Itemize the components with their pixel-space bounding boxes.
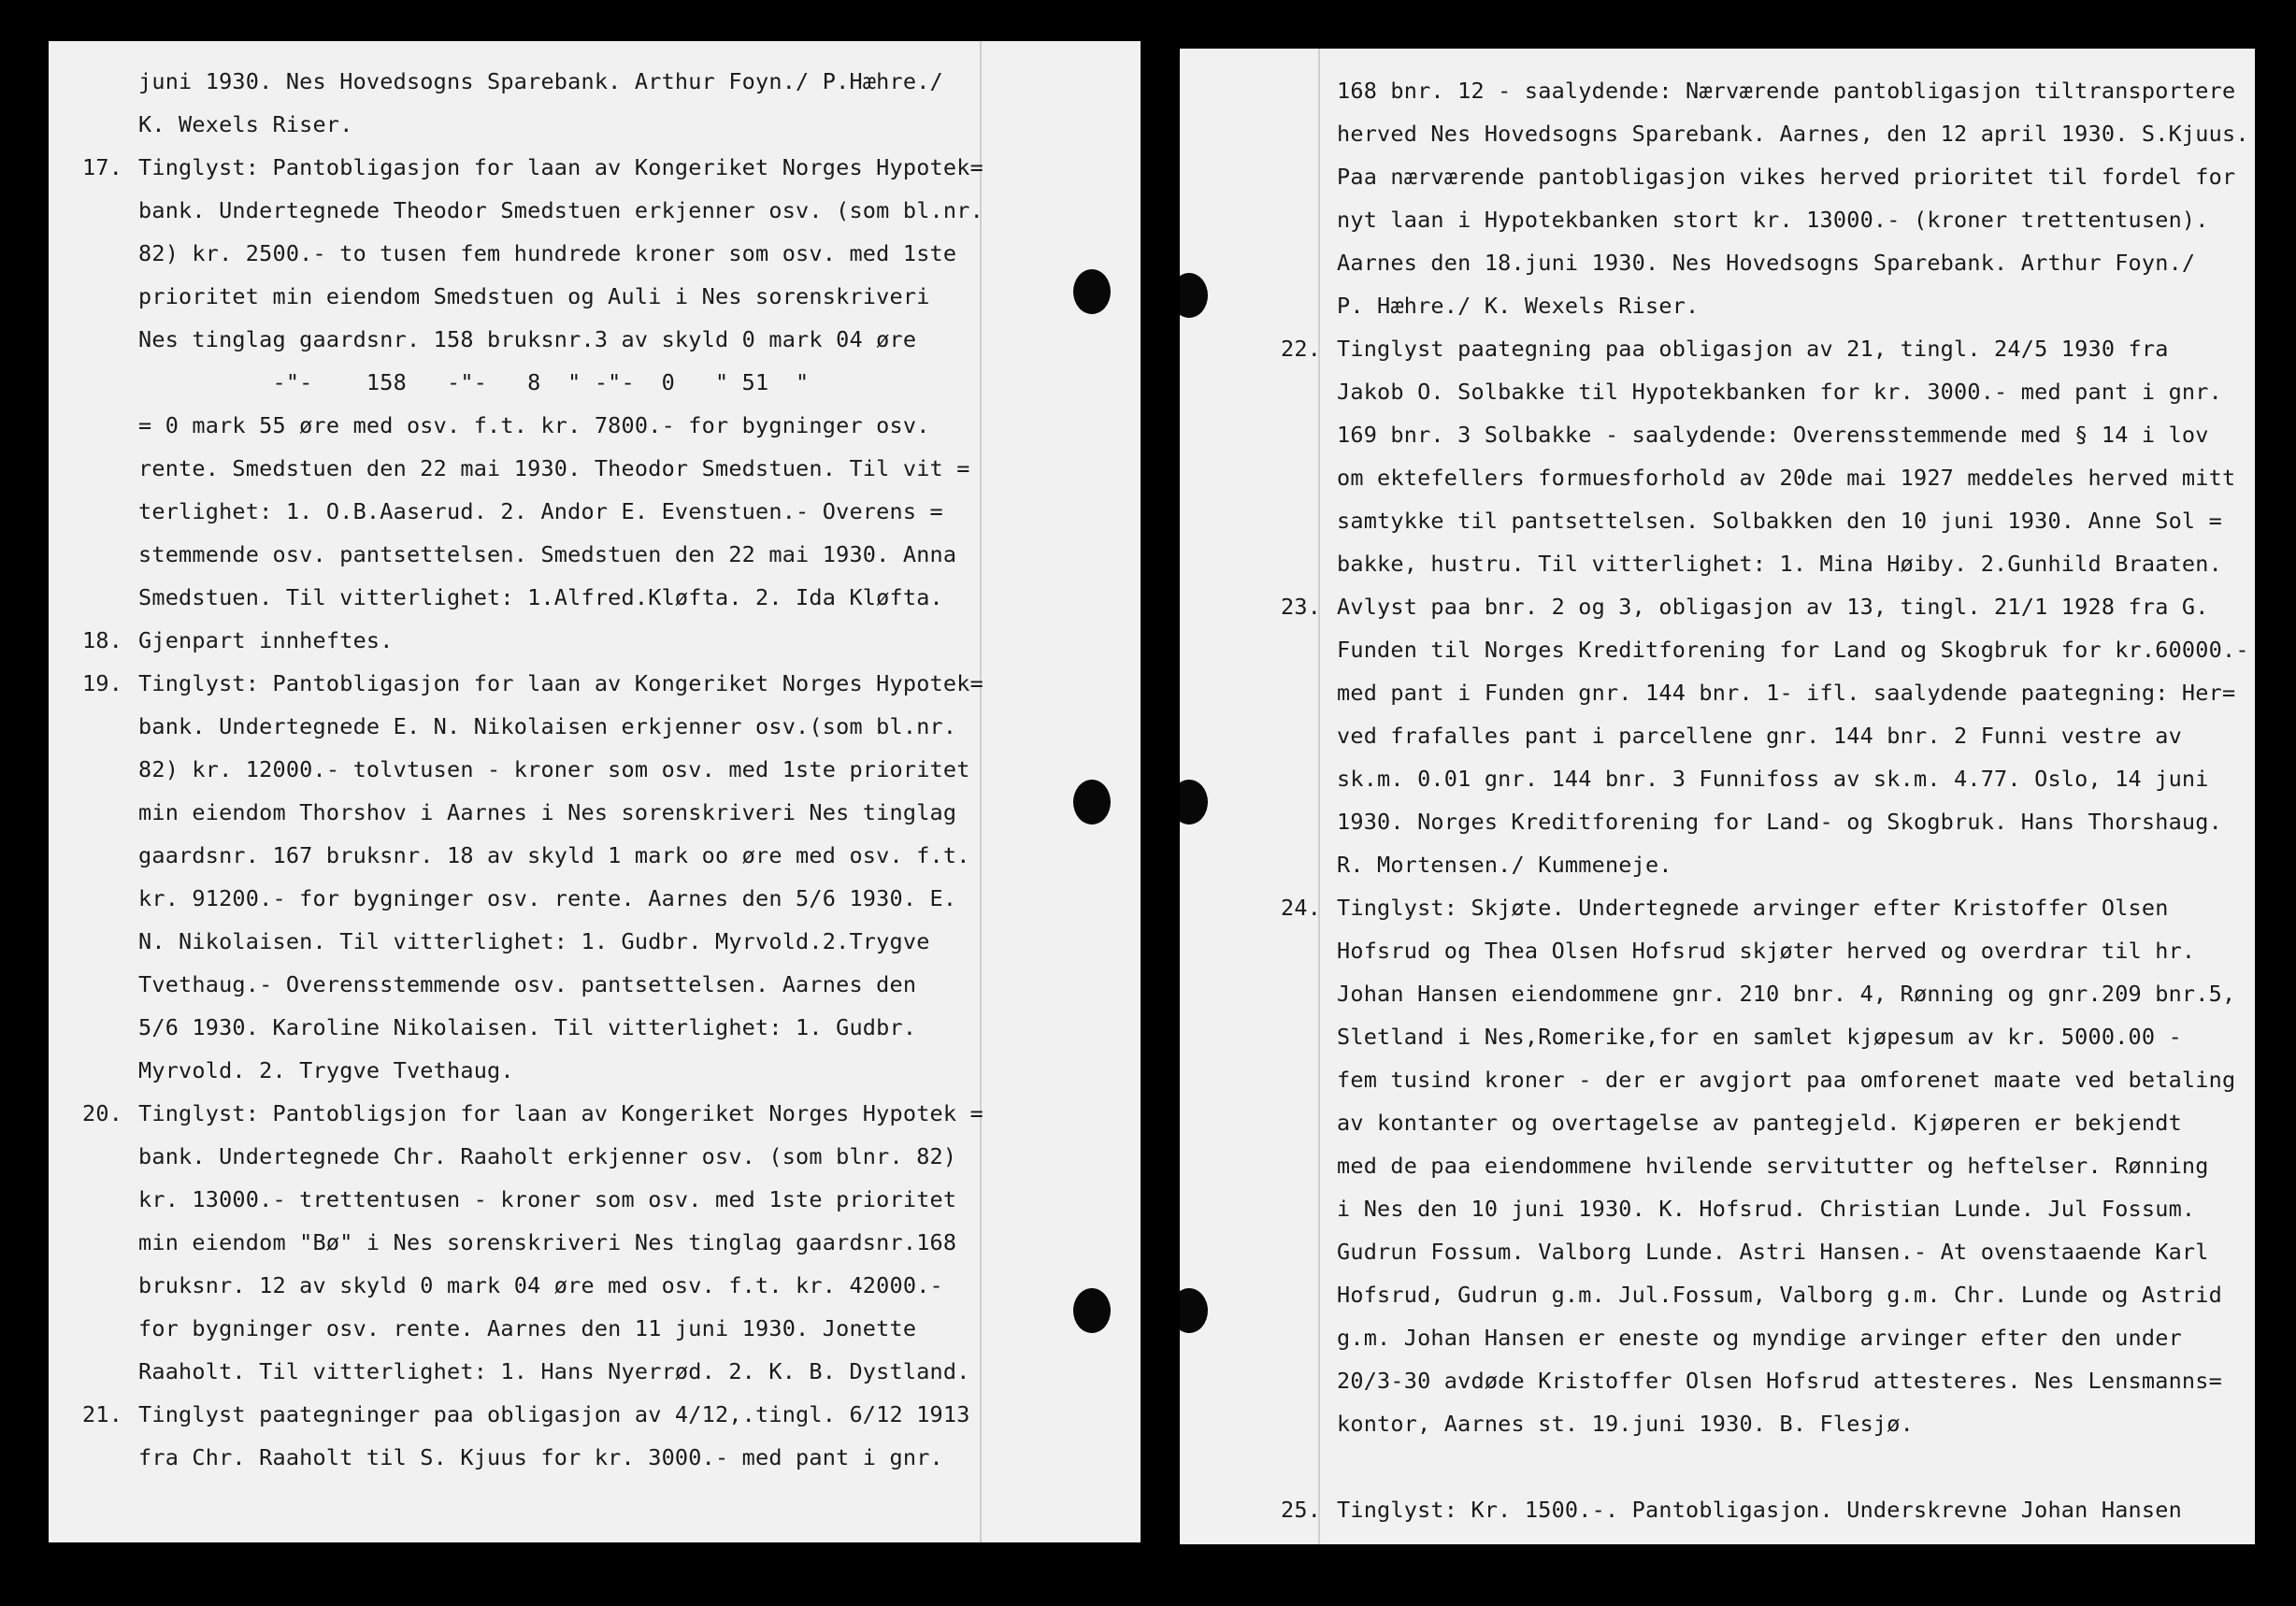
line-text: Gjenpart innheftes.	[138, 627, 394, 653]
text-line	[1337, 714, 2249, 757]
text-line	[1337, 1359, 2249, 1402]
text-line	[82, 1393, 983, 1436]
margin-line	[1318, 49, 1320, 1544]
text-line	[1337, 413, 2249, 456]
line-text: Myrvold. 2. Trygve Tvethaug.	[138, 1057, 514, 1083]
text-line	[1281, 1488, 2249, 1531]
line-text: rente. Smedstuen den 22 mai 1930. Theodor Smedstuen. Til vit =	[138, 455, 970, 481]
line-text: Smedstuen. Til vitterlighet: 1.Alfred.Kløfta. 2. Ida Kløfta.	[138, 584, 943, 610]
left-page-text	[82, 60, 983, 1479]
text-line	[1337, 628, 2249, 671]
line-text: fra Chr. Raaholt til S. Kjuus for kr. 3000.- med pant i gnr.	[138, 1444, 943, 1470]
text-line	[82, 920, 983, 963]
text-line	[1337, 929, 2249, 972]
line-text: Paa nærværende pantobligasjon vikes herved prioritet til fordel for	[1337, 164, 2236, 190]
text-line	[82, 275, 983, 318]
line-text: Tvethaug.- Overensstemmende osv. pantsettelsen. Aarnes den	[138, 971, 917, 997]
entry-number: 18.	[82, 627, 123, 653]
text-line	[1337, 800, 2249, 843]
text-line	[1337, 757, 2249, 800]
text-line	[1337, 1402, 2249, 1445]
text-line	[1337, 542, 2249, 585]
text-line	[82, 103, 983, 146]
line-text: 5/6 1930. Karoline Nikolaisen. Til vitterlighet: 1. Gudbr.	[138, 1014, 917, 1040]
line-text: 82) kr. 12000.- tolvtusen - kroner som osv. med 1ste prioritet	[138, 756, 970, 782]
text-line	[82, 877, 983, 920]
text-line	[82, 447, 983, 490]
punch-hole	[1180, 1288, 1208, 1333]
entry-number: 23.	[1281, 594, 1322, 620]
text-line	[82, 748, 983, 791]
text-line	[82, 791, 983, 834]
line-text: bank. Undertegnede Theodor Smedstuen erkjenner osv. (som bl.nr.	[138, 197, 983, 223]
line-text: g.m. Johan Hansen er eneste og myndige arvinger efter den under	[1337, 1325, 2182, 1351]
text-line	[82, 1006, 983, 1049]
text-line	[1337, 284, 2249, 327]
line-text: i Nes den 10 juni 1930. K. Hofsrud. Christian Lunde. Jul Fossum.	[1337, 1196, 2196, 1222]
text-line	[82, 490, 983, 533]
line-text: Johan Hansen eiendommene gnr. 210 bnr. 4, Rønning og gnr.209 bnr.5,	[1337, 981, 2236, 1007]
text-line	[82, 963, 983, 1006]
line-text: 168 bnr. 12 - saalydende: Nærværende pantobligasjon tiltransportere	[1337, 78, 2236, 104]
line-text: 20/3-30 avdøde Kristoffer Olsen Hofsrud attesteres. Nes Lensmanns=	[1337, 1368, 2222, 1394]
text-line	[82, 60, 983, 103]
text-line	[1337, 1273, 2249, 1316]
text-line	[1281, 585, 2249, 628]
line-text: Nes tinglag gaardsnr. 158 bruksnr.3 av skyld 0 mark 04 øre	[138, 326, 917, 352]
entry-number: 24.	[1281, 895, 1322, 921]
text-line	[1337, 843, 2249, 886]
line-text: = 0 mark 55 øre med osv. f.t. kr. 7800.- for bygninger osv.	[138, 412, 930, 438]
entry-number: 25.	[1281, 1497, 1322, 1523]
text-line	[1337, 671, 2249, 714]
text-line	[1337, 241, 2249, 284]
line-text: Aarnes den 18.juni 1930. Nes Hovedsogns Sparebank. Arthur Foyn./	[1337, 250, 2196, 276]
line-text: med pant i Funden gnr. 144 bnr. 1- ifl. saalydende paategning: Her=	[1337, 680, 2236, 706]
line-text: bank. Undertegnede Chr. Raaholt erkjenner osv. (som blnr. 82)	[138, 1143, 957, 1169]
line-text: Tinglyst: Pantobligsjon for laan av Kongeriket Norges Hypotek =	[138, 1100, 983, 1126]
line-text: prioritet min eiendom Smedstuen og Auli i Nes sorenskriveri	[138, 283, 930, 309]
line-text: herved Nes Hovedsogns Sparebank. Aarnes, den 12 april 1930. S.Kjuus.	[1337, 121, 2249, 147]
punch-hole	[1180, 273, 1208, 318]
text-line	[1337, 1187, 2249, 1230]
text-line	[1337, 112, 2249, 155]
text-line	[82, 619, 983, 662]
text-line	[82, 1135, 983, 1178]
text-line	[1337, 198, 2249, 241]
line-text: Tinglyst: Pantobligasjon for laan av Kongeriket Norges Hypotek=	[138, 154, 983, 180]
line-text: -"- 158 -"- 8 " -"- 0 " 51 "	[138, 369, 810, 395]
punch-hole	[1180, 780, 1208, 825]
line-text: om ektefellers formuesforhold av 20de mai 1927 meddeles herved mitt	[1337, 465, 2236, 491]
text-line	[82, 1436, 983, 1479]
line-text: nyt laan i Hypotekbanken stort kr. 13000.- (kroner trettentusen).	[1337, 207, 2209, 233]
text-line	[82, 576, 983, 619]
line-text: Hofsrud, Gudrun g.m. Jul.Fossum, Valborg g.m. Chr. Lunde og Astrid	[1337, 1282, 2222, 1308]
entry-number: 20.	[82, 1100, 123, 1126]
line-text: samtykke til pantsettelsen. Solbakken den 10 juni 1930. Anne Sol =	[1337, 508, 2222, 534]
text-line	[82, 1221, 983, 1264]
line-text: Avlyst paa bnr. 2 og 3, obligasjon av 13, tingl. 21/1 1928 fra G.	[1337, 594, 2209, 620]
line-text: terlighet: 1. O.B.Aaserud. 2. Andor E. Evenstuen.- Overens =	[138, 498, 943, 524]
line-text: 82) kr. 2500.- to tusen fem hundrede kroner som osv. med 1ste	[138, 240, 957, 266]
line-text: Tinglyst: Pantobligasjon for laan av Kongeriket Norges Hypotek=	[138, 670, 983, 696]
line-text: gaardsnr. 167 bruksnr. 18 av skyld 1 mark oo øre med osv. f.t.	[138, 842, 970, 868]
line-text: N. Nikolaisen. Til vitterlighet: 1. Gudbr. Myrvold.2.Trygve	[138, 928, 930, 954]
text-line	[1337, 499, 2249, 542]
line-text: Sletland i Nes,Romerike,for en samlet kjøpesum av kr. 5000.00 -	[1337, 1024, 2182, 1050]
line-text: sk.m. 0.01 gnr. 144 bnr. 3 Funnifoss av sk.m. 4.77. Oslo, 14 juni	[1337, 766, 2209, 792]
punch-hole	[1073, 269, 1111, 314]
line-text: juni 1930. Nes Hovedsogns Sparebank. Arthur Foyn./ P.Hæhre./	[138, 68, 943, 94]
text-line	[82, 1307, 983, 1350]
text-line	[82, 189, 983, 232]
line-text: Funden til Norges Kreditforening for Land og Skogbruk for kr.60000.-	[1337, 637, 2249, 663]
line-text: Hofsrud og Thea Olsen Hofsrud skjøter herved og overdrar til hr.	[1337, 938, 2196, 964]
text-line	[82, 533, 983, 576]
line-text: stemmende osv. pantsettelsen. Smedstuen den 22 mai 1930. Anna	[138, 541, 957, 567]
text-line	[82, 662, 983, 705]
line-text: P. Hæhre./ K. Wexels Riser.	[1337, 293, 1700, 319]
line-text: fem tusind kroner - der er avgjort paa omforenet maate ved betaling	[1337, 1067, 2236, 1093]
text-line	[82, 1092, 983, 1135]
line-text: 169 bnr. 3 Solbakke - saalydende: Overensstemmende med § 14 i lov	[1337, 422, 2209, 448]
text-line	[1337, 1230, 2249, 1273]
line-text: kr. 13000.- trettentusen - kroner som osv. med 1ste prioritet	[138, 1186, 957, 1212]
text-line	[1337, 69, 2249, 112]
line-text: kr. 91200.- for bygninger osv. rente. Aarnes den 5/6 1930. E.	[138, 885, 957, 911]
text-line	[82, 361, 983, 404]
line-text: kontor, Aarnes st. 19.juni 1930. B. Flesjø.	[1337, 1411, 1914, 1437]
line-text: med de paa eiendommene hvilende servitutter og heftelser. Rønning	[1337, 1153, 2209, 1179]
line-text: ved frafalles pant i parcellene gnr. 144 bnr. 2 Funni vestre av	[1337, 723, 2182, 749]
text-line	[1337, 155, 2249, 198]
text-line	[1337, 1445, 2249, 1488]
line-text: bruksnr. 12 av skyld 0 mark 04 øre med osv. f.t. kr. 42000.-	[138, 1272, 943, 1298]
text-line	[1281, 886, 2249, 929]
right-page	[1180, 49, 2255, 1544]
line-text: bakke, hustru. Til vitterlighet: 1. Mina Høiby. 2.Gunhild Braaten.	[1337, 551, 2222, 577]
line-text: Raaholt. Til vitterlighet: 1. Hans Nyerrød. 2. K. B. Dystland.	[138, 1358, 970, 1384]
punch-hole	[1073, 1288, 1111, 1333]
text-line	[1337, 1316, 2249, 1359]
text-line	[1337, 1144, 2249, 1187]
line-text: R. Mortensen./ Kummeneje.	[1337, 852, 1672, 878]
text-line	[1281, 327, 2249, 370]
line-text: 1930. Norges Kreditforening for Land- og Skogbruk. Hans Thorshaug.	[1337, 809, 2222, 835]
entry-number: 17.	[82, 154, 123, 180]
entry-number: 19.	[82, 670, 123, 696]
text-line	[1337, 456, 2249, 499]
text-line	[82, 404, 983, 447]
entry-number: 22.	[1281, 336, 1322, 362]
text-line	[82, 1178, 983, 1221]
line-text: Tinglyst paategninger paa obligasjon av 4/12,.tingl. 6/12 1913	[138, 1401, 970, 1427]
text-line	[1337, 1015, 2249, 1058]
line-text: av kontanter og overtagelse av pantegjeld. Kjøperen er bekjendt	[1337, 1110, 2182, 1136]
text-line	[82, 1264, 983, 1307]
text-line	[82, 1049, 983, 1092]
text-line	[1337, 370, 2249, 413]
text-line	[82, 834, 983, 877]
line-text: Jakob O. Solbakke til Hypotekbanken for kr. 3000.- med pant i gnr.	[1337, 379, 2222, 405]
punch-hole	[1073, 780, 1111, 825]
text-line	[82, 318, 983, 361]
line-text: Gudrun Fossum. Valborg Lunde. Astri Hansen.- At ovenstaaende Karl	[1337, 1239, 2209, 1265]
text-line	[82, 146, 983, 189]
text-line	[82, 705, 983, 748]
text-line	[82, 1350, 983, 1393]
text-line	[82, 232, 983, 275]
line-text: min eiendom Thorshov i Aarnes i Nes sorenskriveri Nes tinglag	[138, 799, 957, 825]
line-text: bank. Undertegnede E. N. Nikolaisen erkjenner osv.(som bl.nr.	[138, 713, 957, 739]
line-text: Tinglyst: Kr. 1500.-. Pantobligasjon. Underskrevne Johan Hansen	[1337, 1497, 2182, 1523]
text-line	[1337, 1058, 2249, 1101]
entry-number: 21.	[82, 1401, 123, 1427]
line-text: Tinglyst paategning paa obligasjon av 21, tingl. 24/5 1930 fra	[1337, 336, 2169, 362]
left-page	[49, 41, 1141, 1542]
line-text: Tinglyst: Skjøte. Undertegnede arvinger efter Kristoffer Olsen	[1337, 895, 2169, 921]
text-line	[1337, 972, 2249, 1015]
text-line	[1337, 1101, 2249, 1144]
right-page-text	[1281, 69, 2249, 1531]
line-text: for bygninger osv. rente. Aarnes den 11 juni 1930. Jonette	[138, 1315, 917, 1341]
line-text: K. Wexels Riser.	[138, 111, 353, 137]
line-text: min eiendom "Bø" i Nes sorenskriveri Nes tinglag gaardsnr.168	[138, 1229, 957, 1255]
